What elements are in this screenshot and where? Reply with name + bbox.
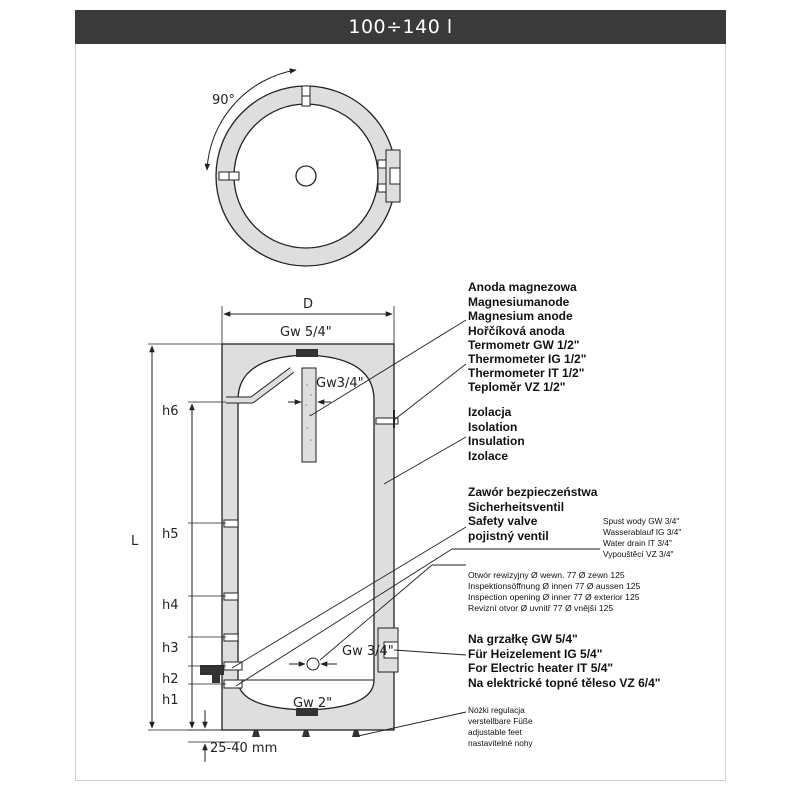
width-dimension <box>222 297 394 344</box>
svg-text:Zawór bezpieczeństwa: Zawór bezpieczeństwa <box>468 485 598 499</box>
height-label-h1: h1 <box>162 693 179 708</box>
heater-annotation <box>468 632 660 690</box>
svg-text:Nóżki regulacja: Nóżki regulacja <box>468 705 525 715</box>
page-title: 100÷140 l <box>75 10 726 44</box>
anode-connection-label: Gw3/4" <box>316 376 364 391</box>
svg-text:Izolacja: Izolacja <box>468 405 512 419</box>
svg-text:adjustable feet: adjustable feet <box>468 727 522 737</box>
svg-text:Safety valve: Safety valve <box>468 514 538 528</box>
svg-text:Inspektionsöffnung Ø innen 77: Inspektionsöffnung Ø innen 77 Ø aussen 125 <box>468 581 641 591</box>
svg-text:Wasserablauf IG 3/4": Wasserablauf IG 3/4" <box>603 527 682 537</box>
svg-text:Magnesiumanode: Magnesiumanode <box>468 295 570 309</box>
height-label-h6: h6 <box>162 404 179 419</box>
top-view-center-port <box>296 166 316 186</box>
svg-text:Izolace: Izolace <box>468 449 509 463</box>
svg-text:Magnesium anode: Magnesium anode <box>468 309 573 323</box>
svg-text:Termometr GW 1/2": Termometr GW 1/2" <box>468 338 580 352</box>
side-view <box>200 344 398 737</box>
svg-text:Vypouštěcí VZ 3/4": Vypouštěcí VZ 3/4" <box>603 549 674 559</box>
width-label: D <box>303 297 314 312</box>
thermometer-annotation <box>468 338 586 394</box>
svg-text:Thermometer IT 1/2": Thermometer IT 1/2" <box>468 366 585 380</box>
height-label-h4: h4 <box>162 598 179 613</box>
foot-middle <box>302 730 310 737</box>
top-connection-label: Gw 5/4" <box>280 325 332 340</box>
svg-text:For Electric heater IT 5/4": For Electric heater IT 5/4" <box>468 661 614 675</box>
svg-text:Hořčíková anoda: Hořčíková anoda <box>468 324 565 338</box>
bottom-connection-label: Gw 2" <box>293 696 333 711</box>
height-label-h3: h3 <box>162 641 179 656</box>
inspection-annotation <box>468 570 641 613</box>
svg-text:Na elektrické topné těleso VZ: Na elektrické topné těleso VZ 6/4" <box>468 676 661 690</box>
length-label: L <box>131 534 139 549</box>
svg-text:Water drain IT 3/4": Water drain IT 3/4" <box>603 538 672 548</box>
height-label-h2: h2 <box>162 672 179 687</box>
inspection-port <box>307 658 319 670</box>
height-label-h5: h5 <box>162 527 179 542</box>
svg-text:Insulation: Insulation <box>468 434 525 448</box>
safety-valve-annotation <box>468 485 598 543</box>
side-port-label: Gw 3/4" <box>342 644 394 659</box>
svg-text:Spust wody GW 3/4": Spust wody GW 3/4" <box>603 516 680 526</box>
anode-rod <box>302 368 316 462</box>
foot-left <box>252 730 260 737</box>
svg-text:Teploměr VZ 1/2": Teploměr VZ 1/2" <box>468 380 566 394</box>
svg-text:pojistný ventil: pojistný ventil <box>468 529 549 543</box>
top-view <box>207 70 400 266</box>
feet-dimension-label: 25-40 mm <box>210 741 278 756</box>
top-connection <box>296 349 318 357</box>
feet-annotation <box>468 705 533 748</box>
angle-label: 90° <box>212 93 236 108</box>
svg-text:Inspection opening Ø inner 77: Inspection opening Ø inner 77 Ø exterior 125 <box>468 592 640 602</box>
anode-annotation <box>468 280 577 338</box>
svg-text:Otwór rewizyjny Ø wewn. 77 Ø z: Otwór rewizyjny Ø wewn. 77 Ø zewn 125 <box>468 570 625 580</box>
svg-text:verstellbare Füße: verstellbare Füße <box>468 716 533 726</box>
drain-annotation <box>603 516 681 559</box>
svg-text:Thermometer IG 1/2": Thermometer IG 1/2" <box>468 352 587 366</box>
drain-valve <box>200 665 224 675</box>
svg-text:Isolation: Isolation <box>468 420 518 434</box>
svg-text:Sicherheitsventil: Sicherheitsventil <box>468 500 565 514</box>
svg-text:Na grzałkę GW 5/4": Na grzałkę GW 5/4" <box>468 632 578 646</box>
svg-text:Revizní otvor Ø uvnitř 77 Ø vn: Revizní otvor Ø uvnitř 77 Ø vnější 125 <box>468 603 614 613</box>
svg-text:Anoda magnezowa: Anoda magnezowa <box>468 280 577 294</box>
insulation-annotation <box>468 405 525 463</box>
svg-text:nastavitelné nohy: nastavitelné nohy <box>468 738 533 748</box>
svg-text:Für Heizelement IG 5/4": Für Heizelement IG 5/4" <box>468 647 603 661</box>
